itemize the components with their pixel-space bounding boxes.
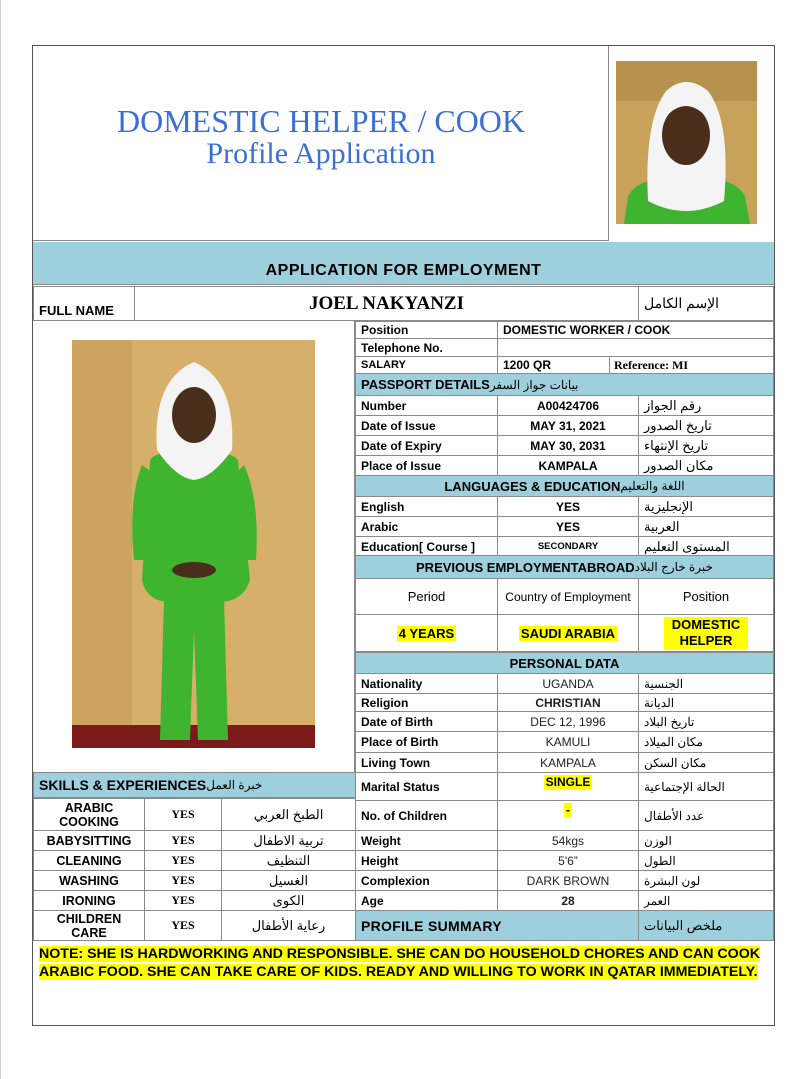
passport-row-label: Date of Issue bbox=[355, 415, 498, 436]
personal-row-ar: تاريخ البلاد bbox=[638, 711, 774, 732]
personal-row-label: Height bbox=[355, 850, 498, 871]
personal-row-value: 54kgs bbox=[497, 830, 639, 851]
employment-position: DOMESTIC HELPER bbox=[664, 617, 748, 649]
employment-header-label: PREVIOUS EMPLOYMENTABROAD bbox=[416, 559, 635, 575]
passport-header bbox=[355, 373, 774, 396]
salary-value: 1200 QR bbox=[497, 356, 610, 374]
skill-row-ar: التنظيف bbox=[221, 850, 356, 871]
personal-row-label: Religion bbox=[355, 693, 498, 712]
personal-row-value: 28 bbox=[497, 890, 639, 911]
position-label: Position bbox=[355, 321, 498, 339]
skill-row-value: YES bbox=[144, 870, 222, 891]
language-row-ar: العربية bbox=[638, 516, 774, 537]
personal-row-ar: الوزن bbox=[638, 830, 774, 851]
employment-period: 4 YEARS bbox=[398, 625, 455, 641]
summary-note-text: NOTE: SHE IS HARDWORKING AND RESPONSIBLE. SHE CAN DO HOUSEHOLD CHORES AND CAN COOK ARABIC FOOD. SHE CAN TAKE CARE OF KIDS. READY AND WILLING TO WORK IN QATAR IMMEDIATELY. bbox=[39, 946, 760, 980]
personal-row-label: Place of Birth bbox=[355, 731, 498, 753]
skill-row-ar: الغسيل bbox=[221, 870, 356, 891]
skill-row-value: YES bbox=[144, 830, 222, 851]
summary-header: PROFILE SUMMARY bbox=[355, 910, 639, 941]
skill-row-ar: الطبخ العربي bbox=[221, 798, 356, 831]
skills-header-ar: خبرة العمل bbox=[206, 778, 263, 792]
personal-row-value: DEC 12, 1996 bbox=[497, 711, 639, 732]
personal-row-ar: الديانة bbox=[638, 693, 774, 712]
full-name-label: FULL NAME bbox=[33, 286, 135, 321]
employment-col-country: Country of Employment bbox=[497, 578, 639, 615]
passport-row-label: Place of Issue bbox=[355, 455, 498, 476]
passport-row-value: KAMPALA bbox=[497, 455, 639, 476]
personal-row-value: KAMPALA bbox=[497, 752, 639, 773]
personal-row-label: Weight bbox=[355, 830, 498, 851]
summary-note bbox=[39, 945, 768, 981]
skill-row-label: BABYSITTING bbox=[33, 830, 145, 851]
passport-header-label: PASSPORT DETAILS bbox=[361, 377, 490, 392]
passport-row-ar: مكان الصدور bbox=[638, 455, 774, 476]
language-row-value: SECONDARY bbox=[497, 536, 639, 557]
summary-header-ar: ملخص البيانات bbox=[638, 910, 774, 941]
skill-row-label: CLEANING bbox=[33, 850, 145, 871]
personal-row-label: Date of Birth bbox=[355, 711, 498, 732]
personal-row-value: UGANDA bbox=[497, 673, 639, 694]
skill-row-ar: رعاية الأطفال bbox=[221, 910, 356, 941]
passport-header-ar: بيانات جواز السفر bbox=[489, 377, 579, 392]
skills-header-label: SKILLS & EXPERIENCES bbox=[39, 777, 207, 793]
skill-row-ar: الكوى bbox=[221, 890, 356, 911]
personal-row-ar: الحالة الإجتماعية bbox=[638, 772, 774, 801]
language-row-ar: الإنجليزية bbox=[638, 496, 774, 517]
employment-country: SAUDI ARABIA bbox=[520, 625, 616, 641]
title-block bbox=[33, 46, 609, 241]
passport-row-ar: رقم الجواز bbox=[638, 395, 774, 416]
passport-row-label: Date of Expiry bbox=[355, 435, 498, 456]
employment-period-cell bbox=[355, 614, 498, 652]
full-name-value: JOEL NAKYANZI bbox=[134, 286, 639, 321]
skill-row-value: YES bbox=[144, 850, 222, 871]
personal-row-label: Complexion bbox=[355, 870, 498, 891]
personal-row-value: DARK BROWN bbox=[497, 870, 639, 891]
language-row-value: YES bbox=[497, 496, 639, 517]
languages-header-label: LANGUAGES & EDUCATION bbox=[444, 478, 621, 494]
personal-row-value-highlight: - bbox=[566, 803, 570, 817]
skills-header bbox=[33, 772, 356, 798]
telephone-value bbox=[497, 338, 774, 357]
title-line-1: DOMESTIC HELPER / COOK bbox=[116, 103, 525, 139]
skill-row-label: ARABIC COOKING bbox=[33, 798, 145, 831]
personal-row-label: Nationality bbox=[355, 673, 498, 694]
salary-label: SALARY bbox=[355, 356, 498, 374]
passport-row-ar: تاريخ الصدور bbox=[638, 415, 774, 436]
personal-row-ar: مكان الميلاد bbox=[638, 731, 774, 753]
personal-row-ar: العمر bbox=[638, 890, 774, 911]
employment-header bbox=[355, 555, 774, 579]
personal-row-value bbox=[497, 772, 639, 801]
languages-header-ar: اللغة والتعليم bbox=[620, 479, 685, 493]
skill-row-value: YES bbox=[144, 798, 222, 831]
summary-note-box bbox=[33, 940, 774, 1025]
passport-row-value: MAY 31, 2021 bbox=[497, 415, 639, 436]
personal-row-ar: الجنسية bbox=[638, 673, 774, 694]
passport-row-value: A00424706 bbox=[497, 395, 639, 416]
skill-row-label: IRONING bbox=[33, 890, 145, 911]
banner-title: APPLICATION FOR EMPLOYMENT bbox=[265, 262, 542, 279]
employment-position-cell bbox=[638, 614, 774, 652]
personal-header: PERSONAL DATA bbox=[355, 652, 774, 674]
skill-row-label: WASHING bbox=[33, 870, 145, 891]
headshot-photo bbox=[616, 61, 757, 224]
skill-row-value: YES bbox=[144, 910, 222, 941]
language-row-label: Education[ Course ] bbox=[355, 536, 498, 557]
employment-header-ar: خبرة خارج البلاد bbox=[634, 560, 713, 574]
passport-row-value: MAY 30, 2031 bbox=[497, 435, 639, 456]
personal-row-label: Age bbox=[355, 890, 498, 911]
language-row-value: YES bbox=[497, 516, 639, 537]
personal-row-value: 5'6” bbox=[497, 850, 639, 871]
section-banner bbox=[33, 242, 774, 285]
personal-row-label: Marital Status bbox=[355, 772, 498, 801]
full-name-label-ar: الإسم الكامل bbox=[638, 286, 774, 321]
personal-row-value-highlight: SINGLE bbox=[545, 775, 591, 789]
employment-col-position: Position bbox=[638, 578, 774, 615]
page-edge bbox=[0, 0, 1, 1079]
personal-row-ar: لون البشرة bbox=[638, 870, 774, 891]
skill-row-ar: تربية الاطفال bbox=[221, 830, 356, 851]
personal-row-label: Living Town bbox=[355, 752, 498, 773]
language-row-label: English bbox=[355, 496, 498, 517]
reference-value: Reference: MI bbox=[609, 356, 774, 374]
language-row-ar: المستوى التعليم bbox=[638, 536, 774, 557]
personal-row-ar: مكان السكن bbox=[638, 752, 774, 773]
passport-row-label: Number bbox=[355, 395, 498, 416]
skill-row-value: YES bbox=[144, 890, 222, 911]
employment-col-period: Period bbox=[355, 578, 498, 615]
personal-row-ar: الطول bbox=[638, 850, 774, 871]
photo-panel-border bbox=[33, 321, 355, 772]
personal-row-ar: عدد الأطفال bbox=[638, 800, 774, 831]
personal-row-value: KAMULI bbox=[497, 731, 639, 753]
personal-row-value: CHRISTIAN bbox=[497, 693, 639, 712]
title-line-2: Profile Application bbox=[206, 137, 436, 170]
skill-row-label: CHILDREN CARE bbox=[33, 910, 145, 941]
employment-country-cell bbox=[497, 614, 639, 652]
personal-row-value bbox=[497, 800, 639, 831]
passport-row-ar: تاريخ الإنتهاء bbox=[638, 435, 774, 456]
telephone-label: Telephone No. bbox=[355, 338, 498, 357]
position-value: DOMESTIC WORKER / COOK bbox=[497, 321, 774, 339]
languages-header bbox=[355, 475, 774, 497]
personal-row-label: No. of Children bbox=[355, 800, 498, 831]
language-row-label: Arabic bbox=[355, 516, 498, 537]
